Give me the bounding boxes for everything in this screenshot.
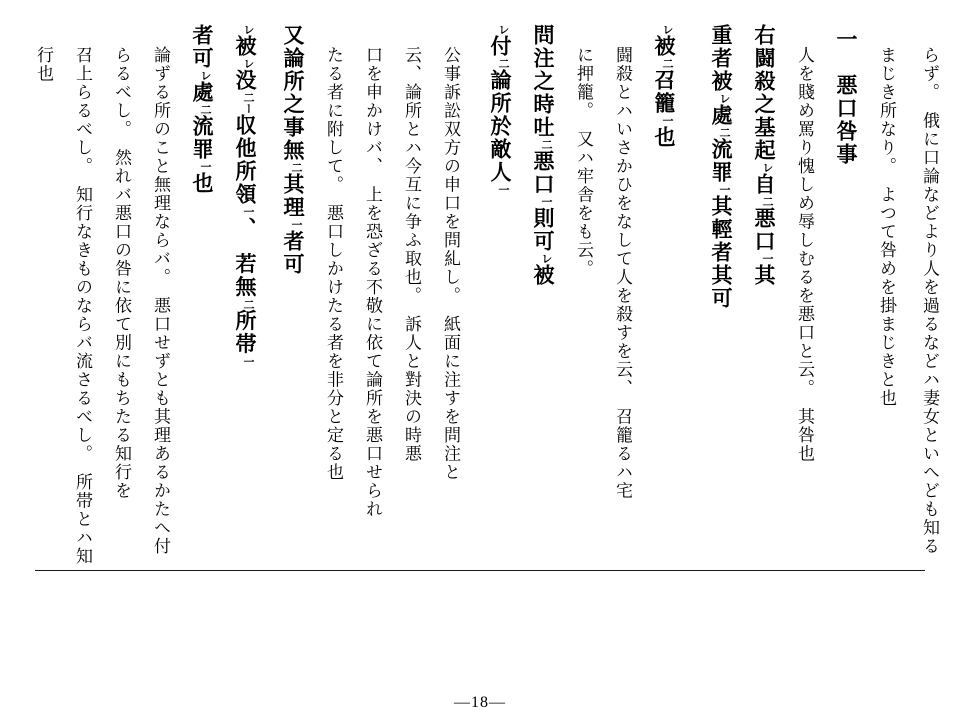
kaeriten-mark: 一 (497, 184, 509, 195)
kaeriten-mark: 二 (761, 196, 773, 207)
text-block (13, 24, 938, 572)
kaeriten-mark: 二 (661, 58, 673, 69)
kaeriten-mark: 一 (242, 355, 254, 367)
text-column: 一 悪口咎事 (834, 28, 858, 166)
text-column: たる者に附して。 悪口しかけたる者を非分と定る也 (324, 46, 343, 482)
kaeriten-mark: 二 (540, 139, 552, 150)
text-column: 右闘殺之基起レ自二悪口一其 (752, 24, 776, 287)
text-column: 重者被レ處二流罪一其輕者其可 (709, 24, 733, 310)
kaeriten-mark: 二 (242, 298, 254, 310)
text-column: 人を賤め罵り愧しめ辱しむるを悪口と云。 其咎也 (795, 46, 814, 463)
text-column: レ被二召籠一也 (652, 24, 676, 149)
kaeriten-mark: 二 (718, 127, 730, 138)
kaeriten-mark: 一 (661, 115, 673, 126)
kaeriten-mark: レ (718, 93, 730, 104)
kaeriten-mark: レ (242, 24, 254, 35)
text-column: レ付二論所於敵人一 (488, 24, 512, 195)
text-column: 又論所之事無二其理一者可 (281, 24, 305, 276)
kaeriten-mark: 一 (199, 161, 211, 172)
text-column: 論ずる所のこと無理ならバ。 悪口せずとも其理あるかたへ付 (151, 46, 170, 556)
kaeriten-mark: 二 (497, 58, 509, 69)
kaeriten-mark: ー (242, 103, 254, 114)
text-column: 行也 (34, 46, 53, 83)
kaeriten-mark: レ (242, 58, 254, 69)
text-column: レ被レ没二ー収他所領一、 若無二所帯一 (233, 24, 257, 367)
kaeriten-mark: レ (497, 24, 509, 35)
footer-rule (35, 570, 925, 571)
kaeriten-mark: 一 (540, 196, 552, 207)
text-column: 闘殺とハいさかひをなして人を殺すを云、 召籠るハ宅 (613, 46, 632, 500)
kaeriten-mark: 二 (290, 162, 302, 173)
page-number: —18— (454, 694, 506, 711)
text-column: 者可レ處二流罪一也 (190, 24, 214, 195)
text-column: らず。 俄に口論などより人を過るなどハ妻女といへども知る (920, 46, 939, 556)
text-column: 公事訴訟双方の申口を問糺し。 紙面に注すを問注と (441, 46, 460, 482)
kaeriten-mark: レ (199, 70, 211, 81)
text-column: 問注之時吐二悪口一則可レ被 (531, 24, 555, 287)
kaeriten-mark: 一 (718, 184, 730, 195)
text-column: 云、論所とハ今互に争ふ取也。 訴人と對決の時悪 (402, 46, 421, 463)
text-column: に押籠。 又ハ牢舎をも云。 (574, 46, 593, 278)
kaeriten-mark: レ (761, 162, 773, 173)
kaeriten-mark: 一 (242, 206, 254, 217)
kaeriten-mark: レ (540, 253, 552, 264)
kaeriten-mark: 一 (761, 253, 773, 264)
kaeriten-mark: レ (661, 24, 673, 35)
text-column: 召上らるべし。 知行なきものならバ流さるべし。 所帯とハ知 (73, 46, 92, 566)
text-column: らるべし。 然れバ悪口の咎に依て別にもちたる知行を (112, 46, 131, 500)
kaeriten-mark: 一 (290, 219, 302, 230)
kaeriten-mark: 二 (199, 104, 211, 115)
text-column: まじき所なり。 よつて咎めを掛まじきと也 (877, 46, 896, 408)
text-column: 口を申かけバ、 上を恐ざる不敬に依て論所を悪口せられ (363, 46, 382, 519)
kaeriten-mark: 二 (242, 92, 254, 103)
